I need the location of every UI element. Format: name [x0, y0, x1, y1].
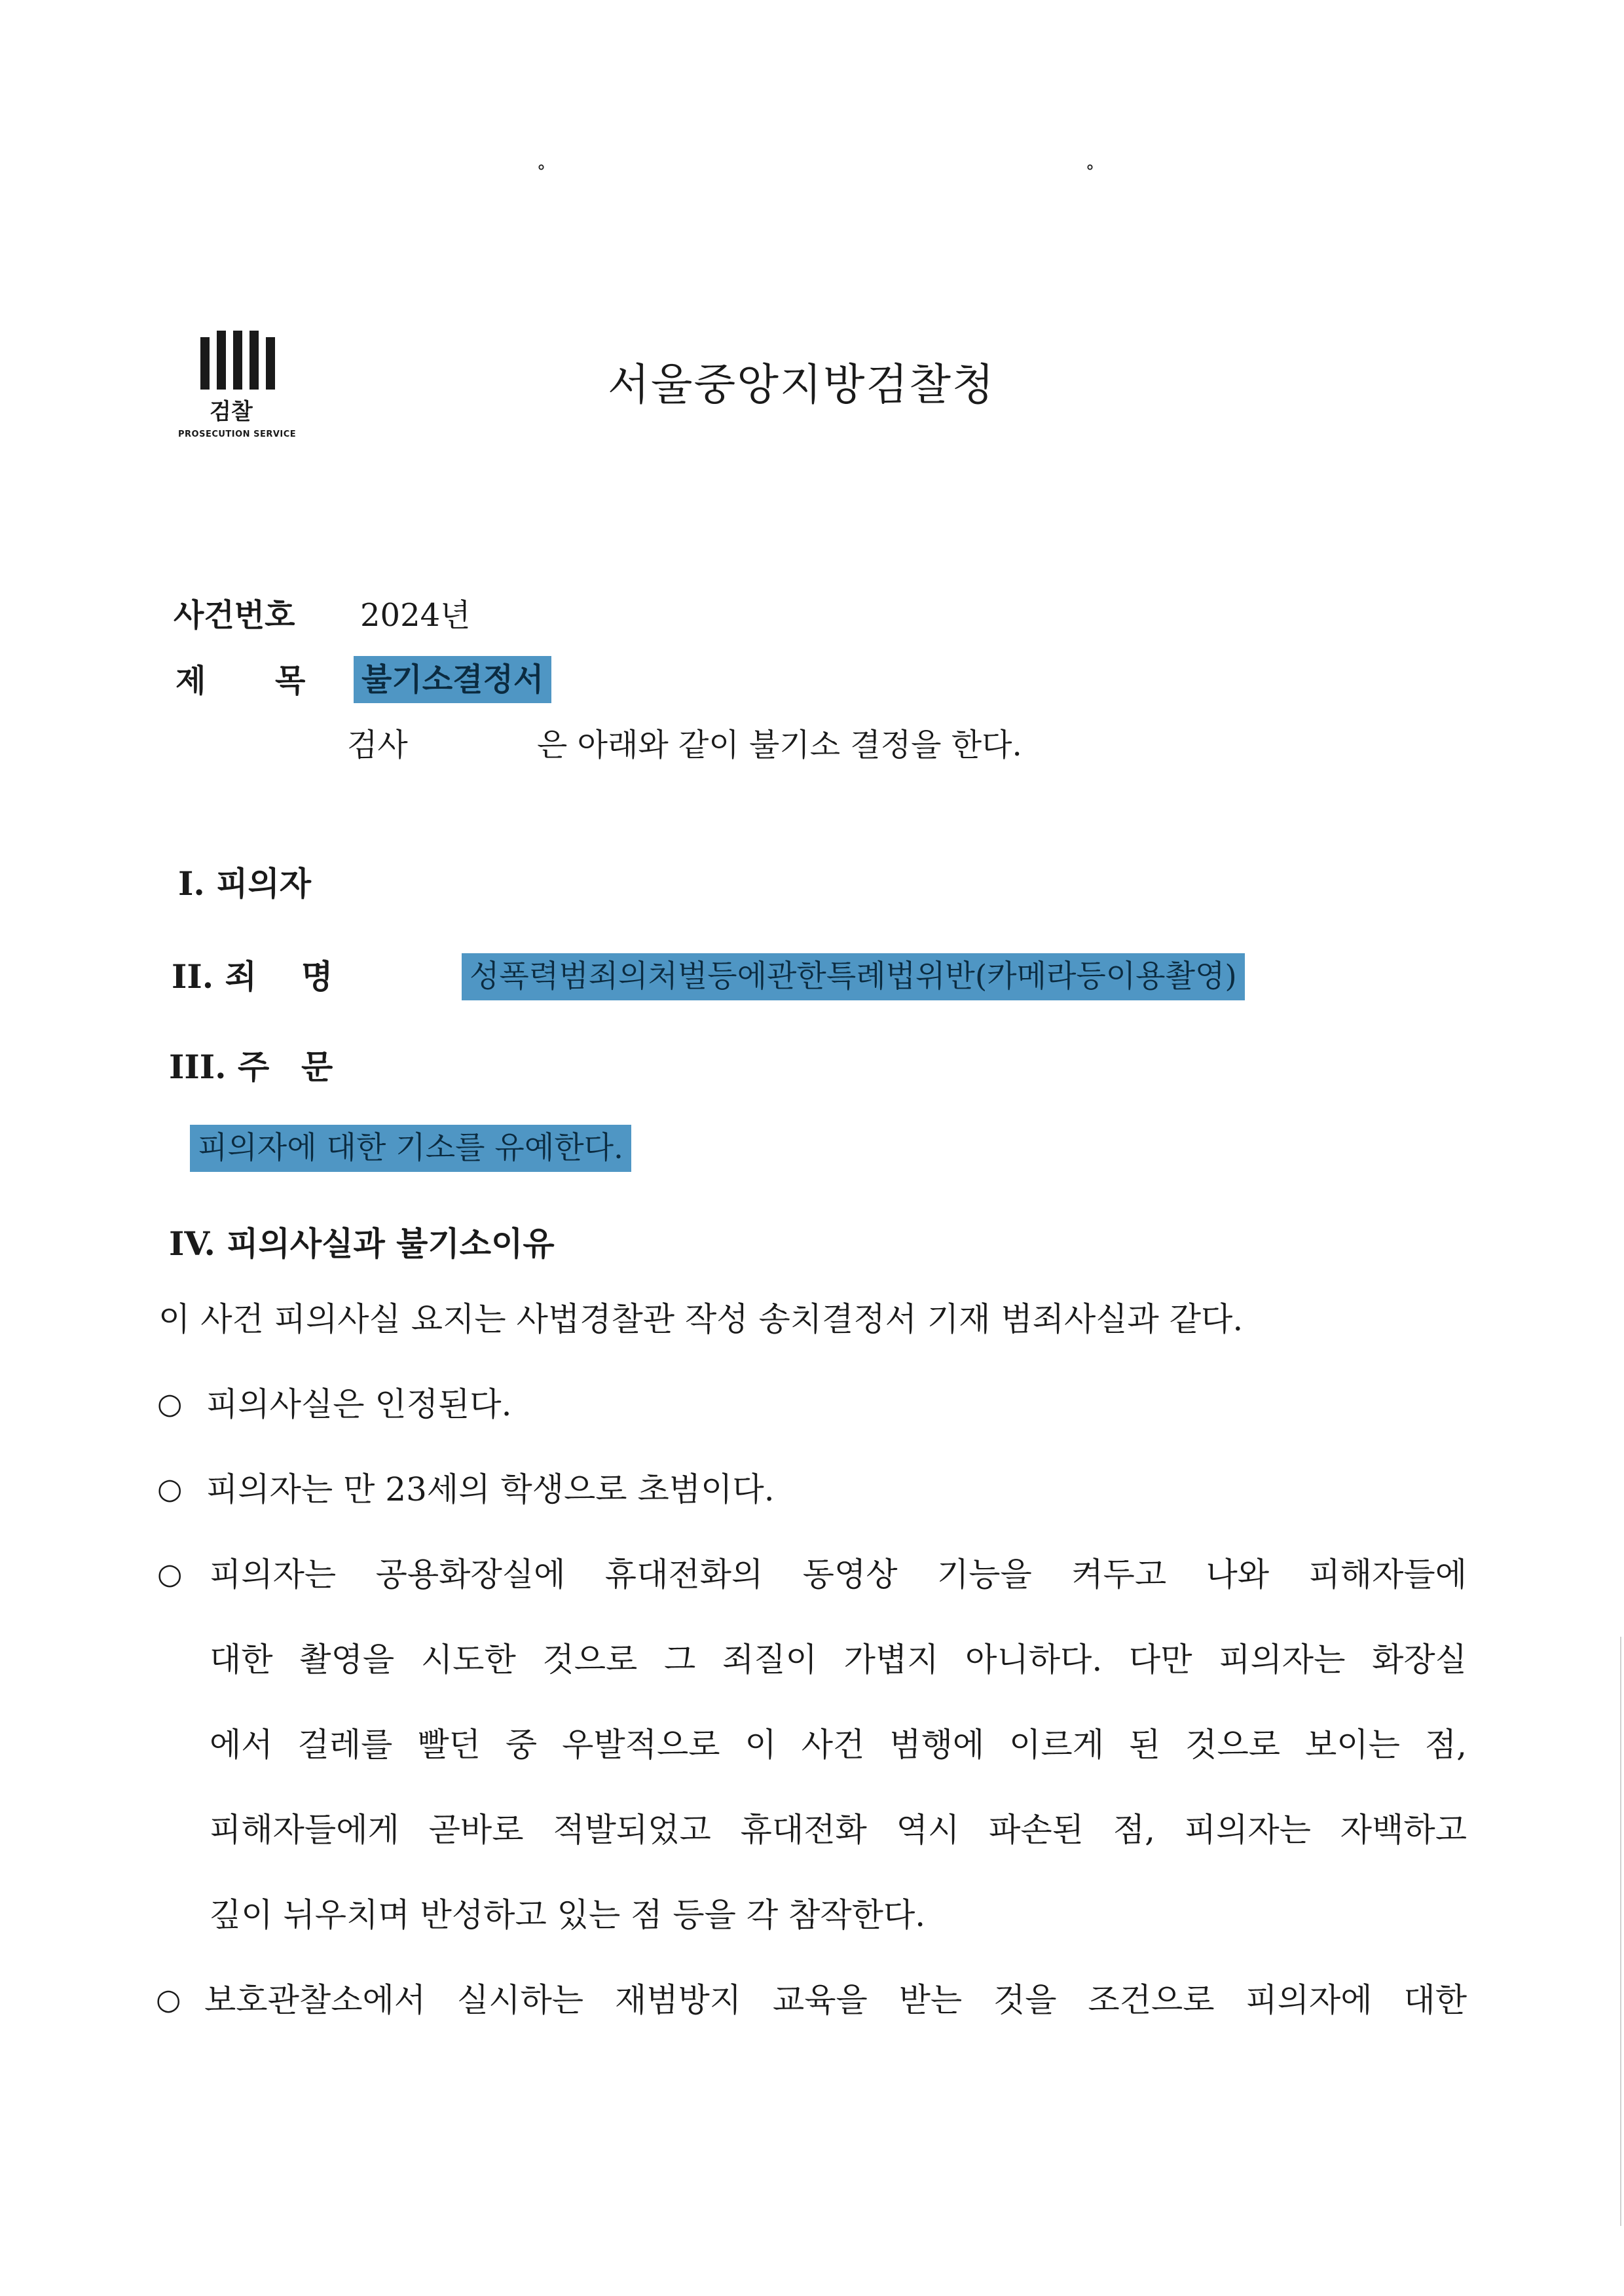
reason-item-3-line-2: 대한 촬영을 시도한 것으로 그 죄질이 가볍지 아니하다. 다만 피의자는 화장실	[210, 1641, 1467, 1679]
reason-item-3-line-3: 에서 걸레를 빨던 중 우발적으로 이 사건 범행에 이르게 된 것으로 보이는 점,	[210, 1726, 1467, 1764]
organization-title: 서울중앙지방검찰청	[608, 359, 995, 410]
bullet-marker: ○	[157, 1387, 183, 1421]
charge-value: 성폭력범죄의처벌등에관한특례법위반(카메라등이용촬영)	[462, 953, 1245, 1000]
subject-label-char-2: 목	[275, 663, 306, 699]
prosecutor-label: 검사	[347, 727, 408, 763]
subject-label-char-1: 제	[175, 663, 206, 699]
case-number-value: 2024년	[360, 597, 471, 634]
reason-item-3-line-4: 피해자들에게 곧바로 적발되었고 휴대전화 역시 파손된 점, 피의자는 자백하고	[210, 1811, 1467, 1849]
reason-item-2: 피의자는 만 23세의 학생으로 초범이다.	[206, 1470, 775, 1508]
header-mark-left: °	[537, 162, 545, 182]
logo-text-english: PROSECUTION SERVICE	[178, 429, 297, 439]
section-heading-order: III. 주	[169, 1048, 270, 1086]
header-mark-right: °	[1086, 162, 1094, 182]
bullet-marker: ○	[156, 1983, 181, 2016]
section-heading-charge-word: 명	[301, 957, 333, 996]
decision-statement: 은 아래와 같이 불기소 결정을 한다.	[537, 727, 1022, 763]
scan-edge-line	[1620, 1637, 1621, 2226]
intro-paragraph: 이 사건 피의사실 요지는 사법경찰관 작성 송치결정서 기재 범죄사실과 같다.	[158, 1300, 1244, 1338]
reason-item-4: 보호관찰소에서 실시하는 재범방지 교육을 받는 것을 조건으로 피의자에 대한	[204, 1981, 1467, 2019]
logo-text-korean: 검찰	[210, 399, 253, 425]
order-value: 피의자에 대한 기소를 유예한다.	[190, 1125, 631, 1172]
subject-value: 불기소결정서	[354, 656, 551, 703]
reason-item-3-line-5: 깊이 뉘우치며 반성하고 있는 점 등을 각 참작한다.	[210, 1896, 926, 1934]
reason-item-3-line-1: 피의자는 공용화장실에 휴대전화의 동영상 기능을 켜두고 나와 피해자들에	[210, 1556, 1467, 1594]
case-number-label: 사건번호	[174, 597, 295, 634]
prosecution-service-logo-icon	[200, 331, 275, 390]
section-heading-suspect: I. 피의자	[178, 864, 312, 903]
section-heading-charge: II. 죄	[172, 957, 257, 996]
section-heading-facts-reasons: IV. 피의사실과 불기소이유	[169, 1224, 555, 1263]
bullet-marker: ○	[157, 1472, 183, 1506]
reason-item-1: 피의사실은 인정된다.	[206, 1385, 512, 1423]
bullet-marker: ○	[157, 1558, 183, 1591]
section-heading-order-word: 문	[301, 1048, 333, 1086]
